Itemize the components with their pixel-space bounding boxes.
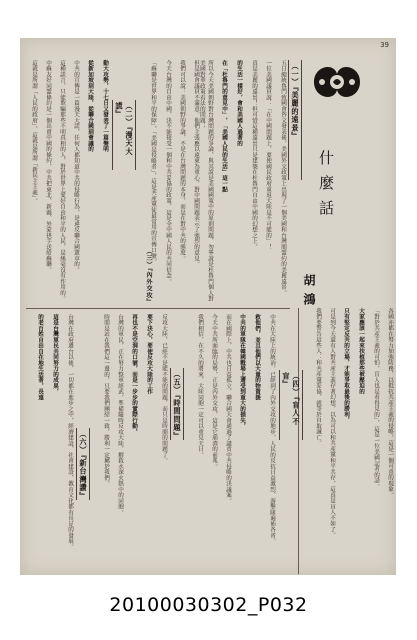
body-column-bold: 只有堅定反共的立場，才能爭取最後的勝利，	[343, 308, 349, 423]
body-column-bold: 在「杜魯門的意見中」，「美國人民的生活」這一點	[221, 60, 227, 193]
article-title: 什麼話	[317, 150, 335, 225]
body-column-bold: 要下決心，要使反攻大陸的工作	[146, 314, 152, 395]
body-column: 可是到今天還有人對共產主義存著幻想，以為可以和共產黨和平共存，這真是盲人不如了。	[329, 308, 335, 538]
body-column: 我們相信，在不久的將來，大陸同胞一定可以重見天日。	[197, 314, 203, 458]
body-column: 台灣在政府遷台以後，一切都在進步之中，經濟建設、社會建設、教育文化都有長足的發展。	[67, 314, 73, 550]
body-column: 這就是所謂「人民的政府」，這就是所謂「新民主主義」。	[31, 60, 37, 204]
body-column: 時間是站在我們這一邊的，只要我們團結一致，勝利一定屬於我們。	[103, 314, 109, 487]
body-column: 所以今天美國朝野對台灣問題的爭論，與其說是美國國策中的原則問題，勿寧說是杜魯門個人對美國對華政策看法的問題；	[198, 60, 213, 302]
article-author: 胡鴻	[302, 274, 316, 312]
body-column: 各國亦都在努力加強防務，以抵抗共產主義的侵略，這是一個可喜的現象。	[387, 308, 393, 498]
body-column-bold: 救他們，並且他們以大量的物資援	[254, 314, 260, 401]
body-column: 「蘇聯是世界和平的保障」，「美國是侵略者」，這是共產黨徒最常用的宣傳口號。	[150, 60, 156, 265]
section-heading-2: （二）『漫天大謊』	[112, 100, 136, 170]
body-column-bold: 這是台灣軍民共同努力的成果，	[52, 314, 58, 395]
body-column: 中蘇友好同盟條約是一個出賣中國的條約，中共把東北、新疆、外蒙拱手送給蘇聯。	[45, 60, 51, 273]
body-column-bold: 動大攻勢，十七日又發表了一篇聲明	[102, 60, 108, 152]
body-column: 真是美麗的遠景！但可惜這種遠景只是建築在杜魯門自由中國的幻想之上。	[251, 60, 257, 250]
body-column-bold: 的生活一樣好，會和美國人過著的	[236, 60, 242, 147]
body-column-bold: 再也不是空洞的口號，而是一步步的實際行動，	[131, 314, 137, 435]
section-heading-5: （五）『時間問題』	[170, 368, 184, 440]
section-heading-3: （三）『內外交攻』	[145, 248, 152, 306]
body-column-bold: 大家應該一起來扶植那些被壓迫的	[358, 308, 364, 395]
body-column: 今天中共所面臨的局勢，正是內外交攻，這是它崩潰的前兆。	[211, 314, 217, 470]
body-column-bold: 中共的軍隊在韓國戰場上遭受到重大的損失，	[239, 314, 245, 429]
body-column: 台灣的軍民，正在努力整軍經武，準備隨時反攻大陸，解救水深火熱中的同胞。	[117, 314, 123, 516]
image-caption: 20100030302_P032	[109, 594, 308, 616]
body-column-bold: 的老百姓自由自在地生活著，長遠	[37, 314, 43, 401]
section-heading-4: （四）『盲人不盲』	[279, 370, 303, 440]
body-column: 我們可以說：美國朝野的爭論，不是在台灣問題的本身，而是在對中共的態度。	[179, 60, 185, 262]
section-heading-6: （六）『新台灣讚』	[76, 428, 90, 500]
divider	[26, 308, 290, 309]
body-column: 我們要警告這些人：和共產黨妥協，就等於自取滅亡。	[315, 308, 321, 446]
body-column-bold: 從新加坡到大陸，從聯合國到會議的	[87, 60, 93, 152]
body-column: 中共在大陸上的統治，已經到了內外交攻的地步，人民的反抗日益激烈，游擊隊遍佈各省。	[269, 314, 275, 544]
body-column: 一位美國議員說：「在中國問題上，要使國民政府重返大陸是不可能的」！	[265, 60, 271, 250]
body-column: 今天台灣的自由中國，決不能接受一個和中共妥協的政策，這是全中國人民的共同信念。	[165, 60, 171, 285]
body-column: 五日總統魯門致國會咨文發表後，美國外交政策上出現了一個美國和台灣間盟約的美麗遠景。	[280, 60, 286, 296]
body-column: 反攻大陸，已經不是能不能的問題，而只是時間的問題了。	[161, 314, 167, 464]
body-column: 但是國會議員不滿意。他們主張應以遠東為重心，對中國問題表示了強烈的意見。	[193, 60, 199, 267]
body-column: 中共的宣傳是一篇漫天大謊，任何人都知道中共的侵略行為，是違反聯合國憲章的。	[73, 60, 79, 273]
magazine-page-scan	[20, 38, 396, 575]
ornamental-seal-icon	[308, 60, 366, 104]
body-column: 這種謊言，只能欺騙那些不明真相的人，對於世界上愛好自由和平的人民，是絲毫沒有作用的。	[59, 60, 65, 302]
body-column: 而在國際上，中共也日益孤立，聯合國大會通過了譴責中共侵略的決議案。	[225, 314, 231, 504]
section-heading-1: （一）『美麗的遠景』	[288, 60, 302, 180]
body-column: 「對於共產主義的可怕，盲人也是看得見的」，這是一位美國記者的話。	[373, 308, 379, 490]
divider	[298, 308, 299, 574]
page-number: 39	[380, 41, 389, 49]
